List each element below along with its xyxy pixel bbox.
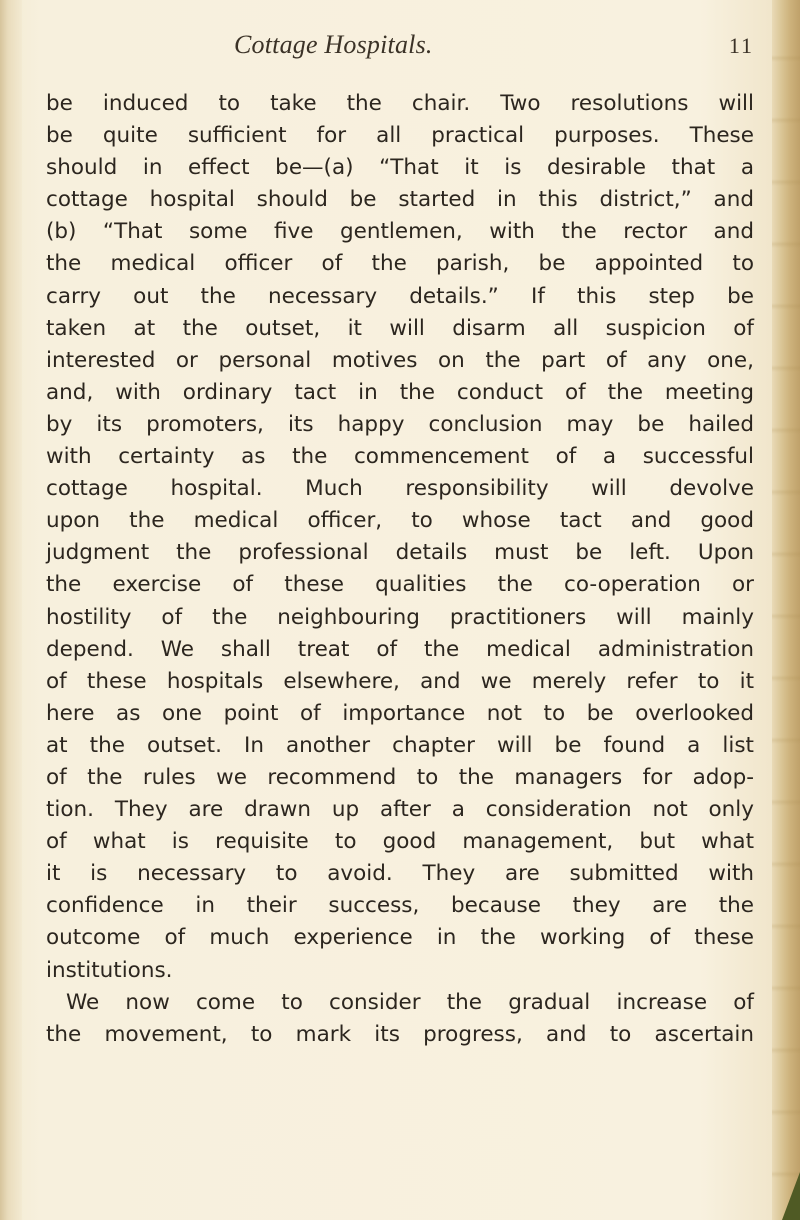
text-line: (b) “That some five gentlemen, with the rector and [46,219,754,245]
text-line: upon the medical officer, to whose tact and good [46,508,754,534]
text-line: hostility of the neighbouring practitioners will mainly [46,604,754,630]
text-line: at the outset. In another chapter will be found a list [46,732,754,758]
text-line: tion. They are drawn up after a consideration not only [46,797,754,823]
corner-tab-mark [782,1172,800,1220]
text-line: interested or personal motives on the part of any one, [46,347,754,373]
page-number: 11 [728,33,754,58]
text-line: of what is requisite to good management, but what [46,829,754,855]
text-line: be induced to take the chair. Two resolutions will [46,91,754,116]
text-line: of these hospitals elsewhere, and we merely refer to it [46,668,754,694]
gutter-shadow [772,0,800,1220]
text-line: taken at the outset, it will disarm all suspicion of [46,315,754,341]
text-line: be quite sufficient for all practical purposes. These [46,123,754,149]
text-line: here as one point of importance not to be overlooked [46,700,754,726]
text-line: by its promoters, its happy conclusion may be hailed [46,411,754,437]
text-line: confidence in their success, because they are the [46,893,754,919]
book-gutter [772,0,800,1220]
text-line: and, with ordinary tact in the conduct of the meeting [46,379,754,405]
text-line: the exercise of these qualities the co-operation or [46,572,754,598]
text-line: the movement, to mark its progress, and to ascertain [46,1021,754,1047]
text-line: cottage hospital should be started in this district,” and [46,187,754,213]
text-line: cottage hospital. Much responsibility will devolve [46,476,754,502]
text-line: it is necessary to avoid. They are submitted with [46,861,754,887]
body-text [46,88,754,1051]
text-line: the medical officer of the parish, be appointed to [46,251,754,277]
paragraph-end-line: institutions. [46,957,173,983]
text-line: outcome of much experience in the working of these [46,925,754,951]
text-line: with certainty as the commencement of a successful [46,444,754,470]
text-line: judgment the professional details must be left. Upon [46,540,754,566]
left-page-edge [0,0,22,1220]
paragraph-start-line: We now come to consider the gradual increase of [66,989,754,1015]
text-line: depend. We shall treat of the medical administration [46,636,754,662]
text-line: carry out the necessary details.” If this step be [46,283,754,309]
text-line: of the rules we recommend to the managers for adop- [46,764,754,790]
page-header [46,30,754,70]
text-line: should in effect be—(a) “That it is desirable that a [46,155,754,181]
running-title: Cottage Hospitals. [234,30,433,59]
